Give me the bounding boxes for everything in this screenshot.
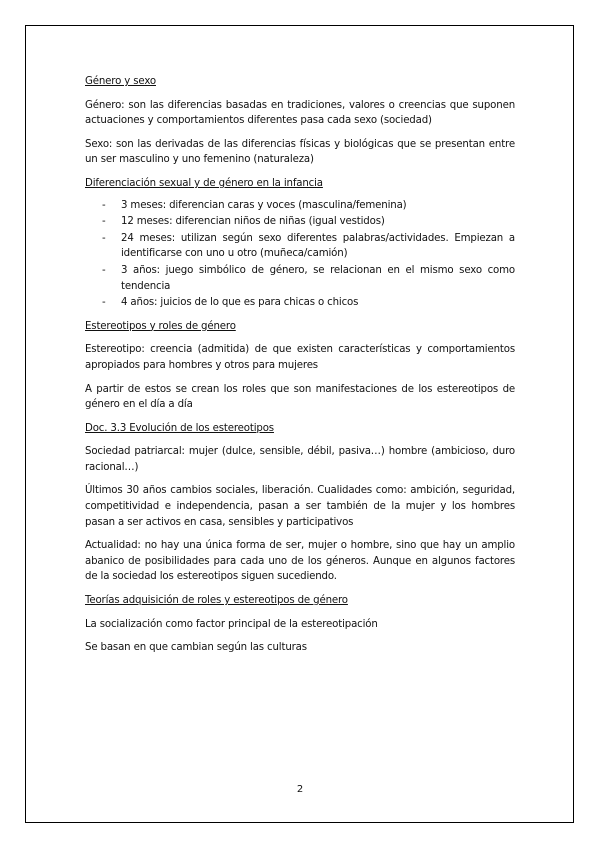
list-item bbox=[85, 263, 515, 294]
section-heading-diferenciacion: Diferenciación sexual y de género en la infancia bbox=[85, 177, 323, 189]
paragraph-sexo-definicion: Sexo: son las derivadas de las diferencias físicas y biológicas que se presentan entre un ser masculino y uno femenino (naturaleza) bbox=[85, 138, 515, 166]
paragraph-ultimos-30-anos: Últimos 30 años cambios sociales, liberación. Cualidades como: ambición, seguridad, competitividad e independencia, pasan a ser también de la mujer y los hombres pasan a ser activos en casa, sensibles y participativos bbox=[85, 485, 515, 528]
section-heading-estereotipos-roles: Estereotipos y roles de género bbox=[85, 320, 236, 332]
bullet-marker: - bbox=[102, 232, 106, 244]
list-item-text: 3 meses: diferencian caras y voces (masculina/femenina) bbox=[121, 199, 407, 211]
document-body bbox=[85, 68, 515, 664]
page-number: 2 bbox=[296, 784, 304, 795]
paragraph-culturas: Se basan en que cambian según las culturas bbox=[85, 642, 307, 654]
paragraph-socializacion: La socialización como factor principal de la estereotipación bbox=[85, 618, 378, 630]
list-item-text: 24 meses: utilizan según sexo diferentes palabras/actividades. Empiezan a identificarse con uno u otro (muñeca/camión) bbox=[121, 232, 515, 260]
paragraph-genero-definicion: Género: son las diferencias basadas en tradiciones, valores o creencias que suponen actuaciones y comportamientos diferentes pasa cada sexo (sociedad) bbox=[85, 99, 515, 127]
paragraph-estereotipo-definicion: Estereotipo: creencia (admitida) de que existen características y comportamientos apropiados para hombres y otros para mujeres bbox=[85, 344, 515, 371]
list-item bbox=[85, 198, 515, 214]
list-item bbox=[85, 214, 515, 230]
section-heading-genero-sexo: Género y sexo bbox=[85, 76, 156, 87]
list-item-text: 3 años: juego simbólico de género, se relacionan en el mismo sexo como tendencia bbox=[121, 264, 515, 292]
bullet-marker: - bbox=[102, 264, 106, 276]
paragraph-actualidad: Actualidad: no hay una única forma de ser, mujer o hombre, sino que hay un amplio abanico de posibilidades para cada uno de los géneros. Aunque en algunos factores de la sociedad los estereotipos siguen sucediendo. bbox=[85, 540, 515, 583]
bullet-marker: - bbox=[102, 199, 106, 211]
list-item bbox=[85, 231, 515, 262]
section-heading-evolucion: Doc. 3.3 Evolución de los estereotipos bbox=[85, 422, 274, 434]
list-item-text: 12 meses: diferencian niños de niñas (igual vestidos) bbox=[121, 216, 385, 228]
bullet-marker: - bbox=[102, 216, 106, 228]
list-item bbox=[85, 295, 515, 311]
paragraph-roles: A partir de estos se crean los roles que son manifestaciones de los estereotipos de género en el día a día bbox=[85, 383, 515, 411]
section-heading-teorias: Teorías adquisición de roles y estereotipos de género bbox=[85, 595, 348, 607]
list-item-text: 4 años: juicios de lo que es para chicas o chicos bbox=[121, 297, 359, 309]
milestones-list bbox=[85, 198, 515, 311]
bullet-marker: - bbox=[102, 297, 106, 309]
paragraph-sociedad-patriarcal: Sociedad patriarcal: mujer (dulce, sensible, débil, pasiva…) hombre (ambicioso, duro racional…) bbox=[85, 446, 515, 473]
